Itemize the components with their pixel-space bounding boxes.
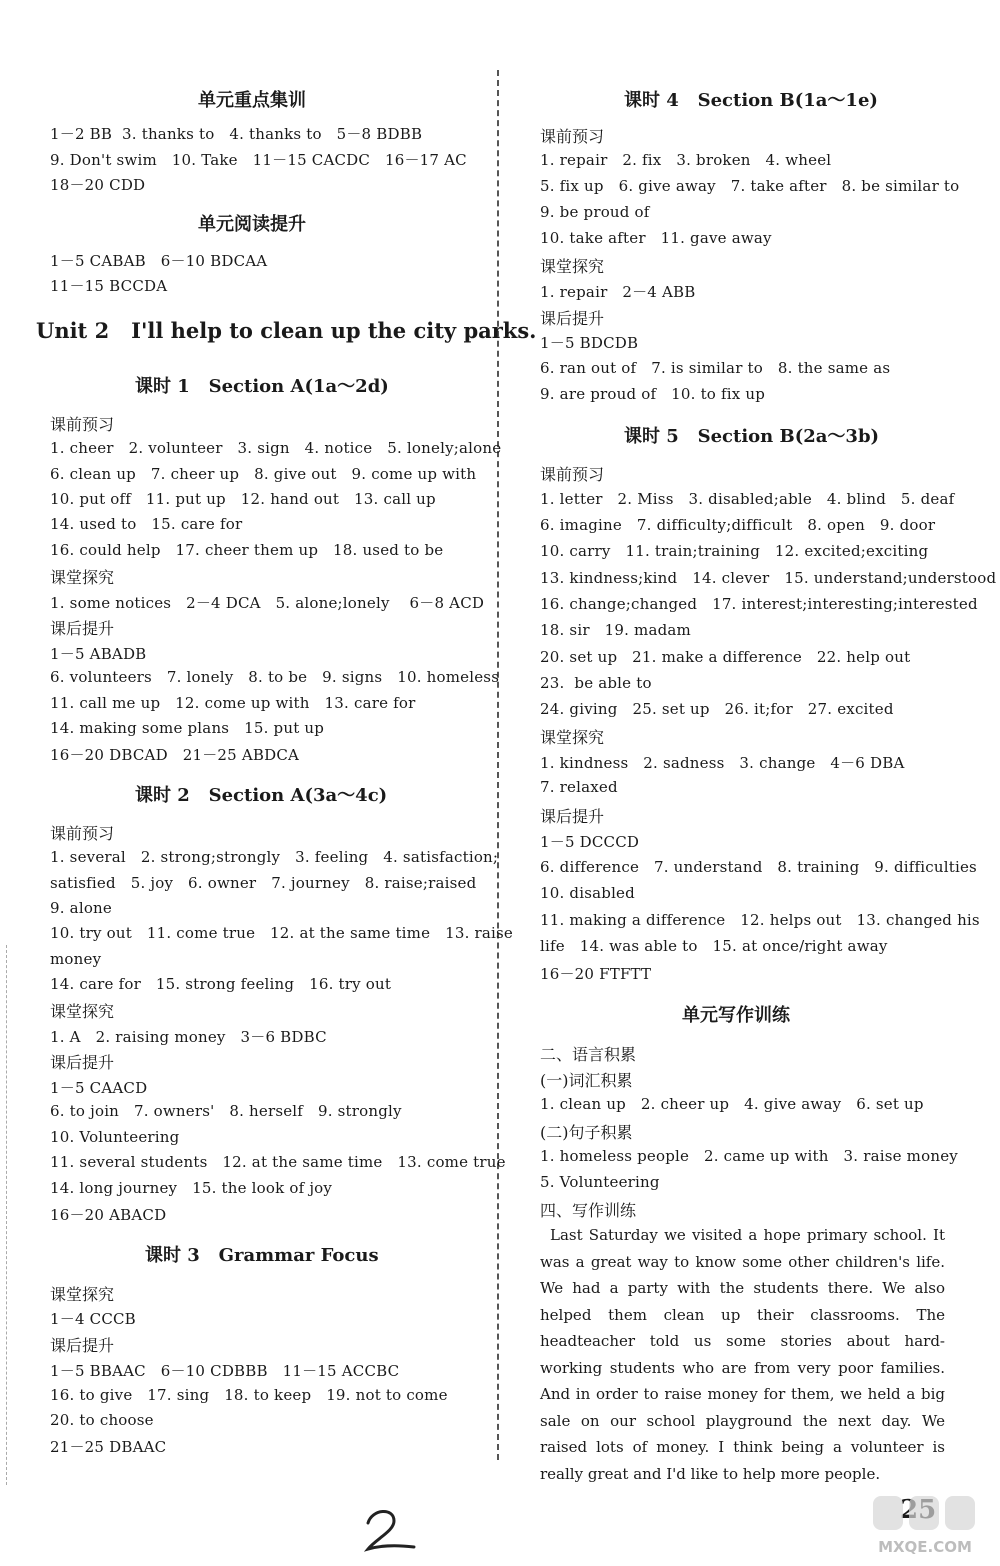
answer-line: money xyxy=(50,950,102,968)
subheading-vocab: (一)词汇积累 xyxy=(540,1071,633,1090)
answer-line: 5. fix up 6. give away 7. take after 8. be similar to xyxy=(540,177,960,195)
answer-line: 1－5 DCCCD xyxy=(540,833,640,851)
answer-line: 1. some notices 2－4 DCA 5. alone;lonely 6－8 ACD xyxy=(50,594,485,612)
answer-line: 16. could help 17. cheer them up 18. used to be xyxy=(50,541,444,559)
subheading-after: 课后提升 xyxy=(50,619,115,638)
answer-line: 16. change;changed 17. interest;interesting;interested xyxy=(540,595,978,613)
answer-line: 6. ran out of 7. is similar to 8. the same as xyxy=(540,359,891,377)
answer-line: 1. A 2. raising money 3－6 BDBC xyxy=(50,1028,327,1046)
answer-line: 11. making a difference 12. helps out 13. changed his xyxy=(540,911,980,929)
subheading-class: 课堂探究 xyxy=(50,1002,115,1021)
answer-line: 11－15 BCCDA xyxy=(50,277,168,295)
answer-line: 1. repair 2. fix 3. broken 4. wheel xyxy=(540,151,832,169)
answer-line: 16－20 DBCAD 21－25 ABDCA xyxy=(50,746,300,764)
answer-line: 6. difference 7. understand 8. training 9. difficulties xyxy=(540,858,977,876)
answer-line: 13. kindness;kind 14. clever 15. understand;understood xyxy=(540,569,997,587)
answer-line: 10. try out 11. come true 12. at the same time 13. raise xyxy=(50,924,513,942)
subheading-preview: 课前预习 xyxy=(50,824,115,843)
answer-line: 1. letter 2. Miss 3. disabled;able 4. blind 5. deaf xyxy=(540,490,955,508)
answer-line: 10. disabled xyxy=(540,884,635,902)
lesson-4-title: 课时 4 Section B(1a～1e) xyxy=(624,90,878,111)
answer-line: 11. several students 12. at the same time 13. come true xyxy=(50,1153,506,1171)
answer-line: 10. Volunteering xyxy=(50,1128,180,1146)
answer-line: 1. homeless people 2. came up with 3. raise money xyxy=(540,1147,958,1165)
subheading-sentences: (二)句子积累 xyxy=(540,1123,633,1142)
answer-line: 1. clean up 2. cheer up 4. give away 6. set up xyxy=(540,1095,924,1113)
column-divider xyxy=(497,70,499,1460)
answer-line: 10. put off 11. put up 12. hand out 13. call up xyxy=(50,490,436,508)
answer-line: 14. making some plans 15. put up xyxy=(50,719,325,737)
heading-unit-focus: 单元重点集训 xyxy=(198,90,306,111)
answer-line: 6. clean up 7. cheer up 8. give out 9. come up with xyxy=(50,465,477,483)
handwritten-mark xyxy=(360,1505,420,1559)
subheading-class: 课堂探究 xyxy=(50,568,115,587)
watermark-icon xyxy=(855,1490,995,1560)
subheading-writing-practice: 四、写作训练 xyxy=(540,1201,637,1220)
answer-line: 1－5 CABAB 6－10 BDCAA xyxy=(50,252,268,270)
answer-line: 10. carry 11. train;training 12. excited;exciting xyxy=(540,542,929,560)
answer-line: 14. long journey 15. the look of joy xyxy=(50,1179,333,1197)
subheading-preview: 课前预习 xyxy=(540,465,605,484)
lesson-5-title: 课时 5 Section B(2a～3b) xyxy=(624,426,880,447)
answer-line: 10. take after 11. gave away xyxy=(540,229,772,247)
answer-line: 6. imagine 7. difficulty;difficult 8. open 9. door xyxy=(540,516,936,534)
answer-line: 11. call me up 12. come up with 13. care for xyxy=(50,694,416,712)
answer-line: 1－5 ABADB xyxy=(50,645,147,663)
watermark-logo xyxy=(855,1490,995,1560)
answer-line: satisfied 5. joy 6. owner 7. journey 8. raise;raised xyxy=(50,874,477,892)
binding-margin-line xyxy=(6,945,7,1485)
answer-line: 1－5 CAACD xyxy=(50,1079,148,1097)
answer-line: 1－2 BB 3. thanks to 4. thanks to 5－8 BDBB xyxy=(50,125,423,143)
lesson-2-title: 课时 2 Section A(3a～4c) xyxy=(135,785,388,806)
handwritten-two-icon xyxy=(360,1505,420,1555)
answer-line: 5. Volunteering xyxy=(540,1173,660,1191)
answer-line: 1－4 CCCB xyxy=(50,1310,136,1328)
answer-line: 9. be proud of xyxy=(540,203,650,221)
answer-line: 16－20 ABACD xyxy=(50,1206,167,1224)
answer-line: 16. to give 17. sing 18. to keep 19. not to come xyxy=(50,1386,448,1404)
lesson-1-title: 课时 1 Section A(1a～2d) xyxy=(135,376,389,397)
lesson-3-title: 课时 3 Grammar Focus xyxy=(145,1245,379,1266)
answer-line: 14. care for 15. strong feeling 16. try out xyxy=(50,975,392,993)
answer-line: 9. alone xyxy=(50,899,112,917)
answer-line: 1. repair 2－4 ABB xyxy=(540,283,696,301)
answer-line: 1－5 BDCDB xyxy=(540,334,639,352)
answer-line: 1. kindness 2. sadness 3. change 4－6 DBA xyxy=(540,754,905,772)
subheading-language: 二、语言积累 xyxy=(540,1045,637,1064)
subheading-after: 课后提升 xyxy=(50,1336,115,1355)
answer-line: 20. set up 21. make a difference 22. help out xyxy=(540,648,911,666)
heading-unit-reading: 单元阅读提升 xyxy=(198,214,306,235)
answer-line: 6. volunteers 7. lonely 8. to be 9. signs 10. homeless xyxy=(50,668,500,686)
answer-line: 9. are proud of 10. to fix up xyxy=(540,385,766,403)
heading-writing: 单元写作训练 xyxy=(682,1005,790,1026)
answer-line: 1. several 2. strong;strongly 3. feeling 4. satisfaction; xyxy=(50,848,499,866)
answer-line: 16－20 FTFTT xyxy=(540,965,652,983)
answer-line: 18. sir 19. madam xyxy=(540,621,691,639)
subheading-after: 课后提升 xyxy=(540,807,605,826)
subheading-preview: 课前预习 xyxy=(50,415,115,434)
unit-title: Unit 2 I'll help to clean up the city parks. xyxy=(36,318,537,343)
subheading-preview: 课前预习 xyxy=(540,127,605,146)
answer-line: 21－25 DBAAC xyxy=(50,1438,167,1456)
subheading-class: 课堂探究 xyxy=(50,1285,115,1304)
subheading-after: 课后提升 xyxy=(540,309,605,328)
subheading-class: 课堂探究 xyxy=(540,728,605,747)
svg-text:MXQE.COM: MXQE.COM xyxy=(878,1538,972,1556)
answer-line: 14. used to 15. care for xyxy=(50,515,243,533)
answer-line: life 14. was able to 15. at once/right away xyxy=(540,937,888,955)
essay-paragraph: Last Saturday we visited a hope primary school. It was a great way to know some other children's life. We had a party with the students there. We also helped them clean up their classrooms. The headteacher told us some stories about hard-working students who are from very poor families. And in order to raise money for them, we held a big sale on our school playground the next day. We raised lots of money. I think being a volunteer is really great and I'd like to help more people. xyxy=(540,1226,945,1483)
subheading-after: 课后提升 xyxy=(50,1053,115,1072)
answer-line: 6. to join 7. owners' 8. herself 9. strongly xyxy=(50,1102,402,1120)
answer-line: 23. be able to xyxy=(540,674,652,692)
answer-line: 18－20 CDD xyxy=(50,176,146,194)
answer-line: 1－5 BBAAC 6－10 CDBBB 11－15 ACCBC xyxy=(50,1362,400,1380)
answer-line: 9. Don't swim 10. Take 11－15 CACDC 16－17 AC xyxy=(50,151,467,169)
answer-line: 1. cheer 2. volunteer 3. sign 4. notice 5. lonely;alone xyxy=(50,439,502,457)
answer-line: 24. giving 25. set up 26. it;for 27. excited xyxy=(540,700,894,718)
answer-line: 20. to choose xyxy=(50,1411,154,1429)
subheading-class: 课堂探究 xyxy=(540,257,605,276)
answer-line: 7. relaxed xyxy=(540,778,618,796)
